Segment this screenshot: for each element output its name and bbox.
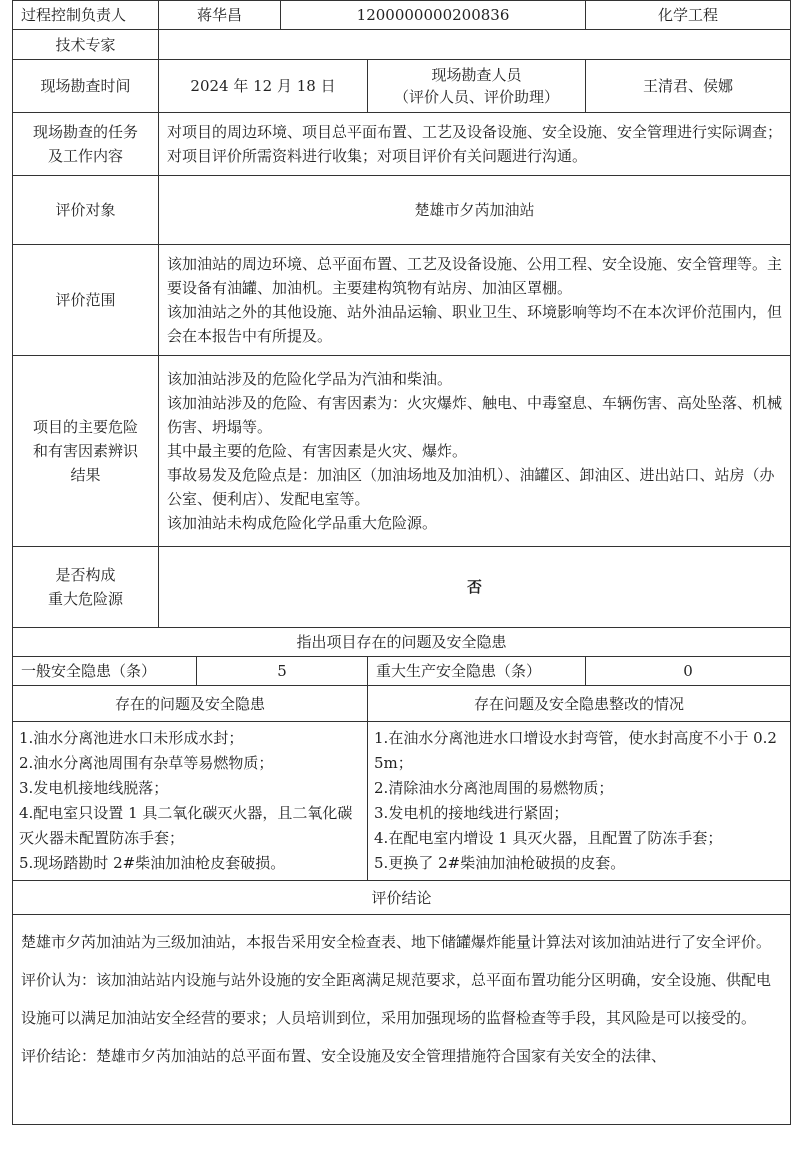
hazards-paragraph: 该加油站未构成危险化学品重大危险源。	[167, 514, 438, 532]
survey-time-label: 现场勘查时间	[13, 60, 159, 113]
fix-item: 3.发电机的接地线进行紧固；	[374, 804, 569, 822]
survey-staff-label	[368, 60, 586, 113]
scope-label: 评价范围	[13, 245, 159, 356]
row-object	[13, 176, 791, 245]
problems-column-header: 存在的问题及安全隐患	[13, 686, 368, 722]
major-source-label-line2: 重大危险源	[47, 590, 123, 608]
major-source-label	[13, 547, 159, 628]
fix-item: 2.清除油水分离池周围的易燃物质；	[374, 779, 614, 797]
major-hazard-label: 重大生产安全隐患（条）	[368, 657, 586, 686]
scope-text	[159, 245, 791, 356]
general-hazard-count: 5	[197, 657, 368, 686]
hazards-paragraph: 该加油站涉及的危险化学品为汽油和柴油。	[167, 370, 453, 388]
problem-item: 4.配电室只设置 1 具二氧化碳灭火器，且二氧化碳灭火器未配置防冻手套；	[19, 804, 353, 847]
hazards-label-line3: 结果	[70, 466, 101, 484]
row-issues-columns	[13, 686, 791, 722]
major-source-label-line1: 是否构成	[55, 566, 116, 584]
row-process-lead	[13, 1, 791, 30]
issues-header: 指出项目存在的问题及安全隐患	[13, 628, 791, 657]
expert-value	[159, 30, 791, 60]
survey-staff-label-line2: （评价人员、评价助理）	[394, 88, 560, 106]
conclusion-header: 评价结论	[13, 881, 791, 915]
conclusion-paragraph: 评价结论：楚雄市夕芮加油站的总平面布置、安全设施及安全管理措施符合国家有关安全的法律、	[21, 1047, 667, 1065]
hazards-paragraph: 其中最主要的危险、有害因素是火灾、爆炸。	[167, 442, 468, 460]
row-survey	[13, 60, 791, 113]
survey-staff-label-line1: 现场勘查人员	[431, 66, 522, 84]
fix-item: 5.更换了 2#柴油加油枪破损的皮套。	[374, 854, 626, 872]
fix-item: 4.在配电室内增设 1 具灭火器，且配置了防冻手套；	[374, 829, 723, 847]
row-hazards	[13, 356, 791, 547]
task-label-line1: 现场勘查的任务	[32, 123, 138, 141]
row-conclusion-header	[13, 881, 791, 915]
row-issues-content	[13, 722, 791, 881]
evaluation-table	[12, 0, 791, 1125]
scope-paragraph: 该加油站之外的其他设施、站外油品运输、职业卫生、环境影响等均不在本次评价范围内，但会在本报告中有所提及。	[167, 303, 783, 345]
problems-list	[13, 722, 368, 881]
object-value: 楚雄市夕芮加油站	[159, 176, 791, 245]
fix-item: 1.在油水分离池进水口增设水封弯管，使水封高度不小于 0.25m；	[374, 729, 777, 772]
hazards-label-line1: 项目的主要危险	[32, 418, 138, 436]
problem-item: 2.油水分离池周围有杂草等易燃物质；	[19, 754, 274, 772]
task-label-line2: 及工作内容	[47, 147, 123, 165]
general-hazard-label: 一般安全隐患（条）	[13, 657, 197, 686]
hazards-label-line2: 和有害因素辨识	[32, 442, 138, 460]
row-conclusion	[13, 915, 791, 1125]
major-hazard-count: 0	[586, 657, 791, 686]
row-task	[13, 113, 791, 176]
survey-time-value: 2024 年 12 月 18 日	[159, 60, 368, 113]
process-lead-name: 蒋华昌	[159, 1, 281, 30]
hazards-text	[159, 356, 791, 547]
row-issue-counts	[13, 657, 791, 686]
hazards-label	[13, 356, 159, 547]
row-major-source	[13, 547, 791, 628]
fixes-list	[368, 722, 791, 881]
object-label: 评价对象	[13, 176, 159, 245]
evaluation-report-sheet	[12, 0, 790, 1125]
hazards-paragraph: 事故易发及危险点是：加油区（加油场地及加油机）、油罐区、卸油区、进出站口、站房（办公室、便利店）、发配电室等。	[167, 466, 775, 508]
problem-item: 5.现场踏勘时 2#柴油加油枪皮套破损。	[19, 854, 286, 872]
expert-label: 技术专家	[13, 30, 159, 60]
problem-item: 3.发电机接地线脱落；	[19, 779, 169, 797]
conclusion-text	[13, 915, 791, 1125]
process-lead-label: 过程控制负责人	[13, 1, 159, 30]
row-expert	[13, 30, 791, 60]
task-label	[13, 113, 159, 176]
survey-staff-value: 王清君、侯娜	[586, 60, 791, 113]
row-issues-header	[13, 628, 791, 657]
scope-paragraph: 该加油站的周边环境、总平面布置、工艺及设备设施、公用工程、安全设施、安全管理等。主要设备有油罐、加油机。主要建构筑物有站房、加油区罩棚。	[167, 255, 783, 297]
conclusion-paragraph: 楚雄市夕芮加油站为三级加油站，本报告采用安全检查表、地下储罐爆炸能量计算法对该加油站进行了安全评价。评价认为：该加油站站内设施与站外设施的安全距离满足规范要求，总平面布置功能分区明确，安全设施、供配电设施可以满足加油站安全经营的要求；人员培训到位，采用加强现场的监督检查等手段，其风险是可以接受的。	[21, 933, 772, 1027]
task-text: 对项目的周边环境、项目总平面布置、工艺及设备设施、安全设施、安全管理进行实际调查；对项目评价所需资料进行收集；对项目评价有关问题进行沟通。	[159, 113, 791, 176]
process-lead-code: 1200000000200836	[281, 1, 586, 30]
problem-item: 1.油水分离池进水口未形成水封；	[19, 729, 244, 747]
row-scope	[13, 245, 791, 356]
hazards-paragraph: 该加油站涉及的危险、有害因素为：火灾爆炸、触电、中毒窒息、车辆伤害、高处坠落、机械伤害、坍塌等。	[167, 394, 783, 436]
fixes-column-header: 存在问题及安全隐患整改的情况	[368, 686, 791, 722]
process-lead-field: 化学工程	[586, 1, 791, 30]
major-source-value: 否	[159, 547, 791, 628]
